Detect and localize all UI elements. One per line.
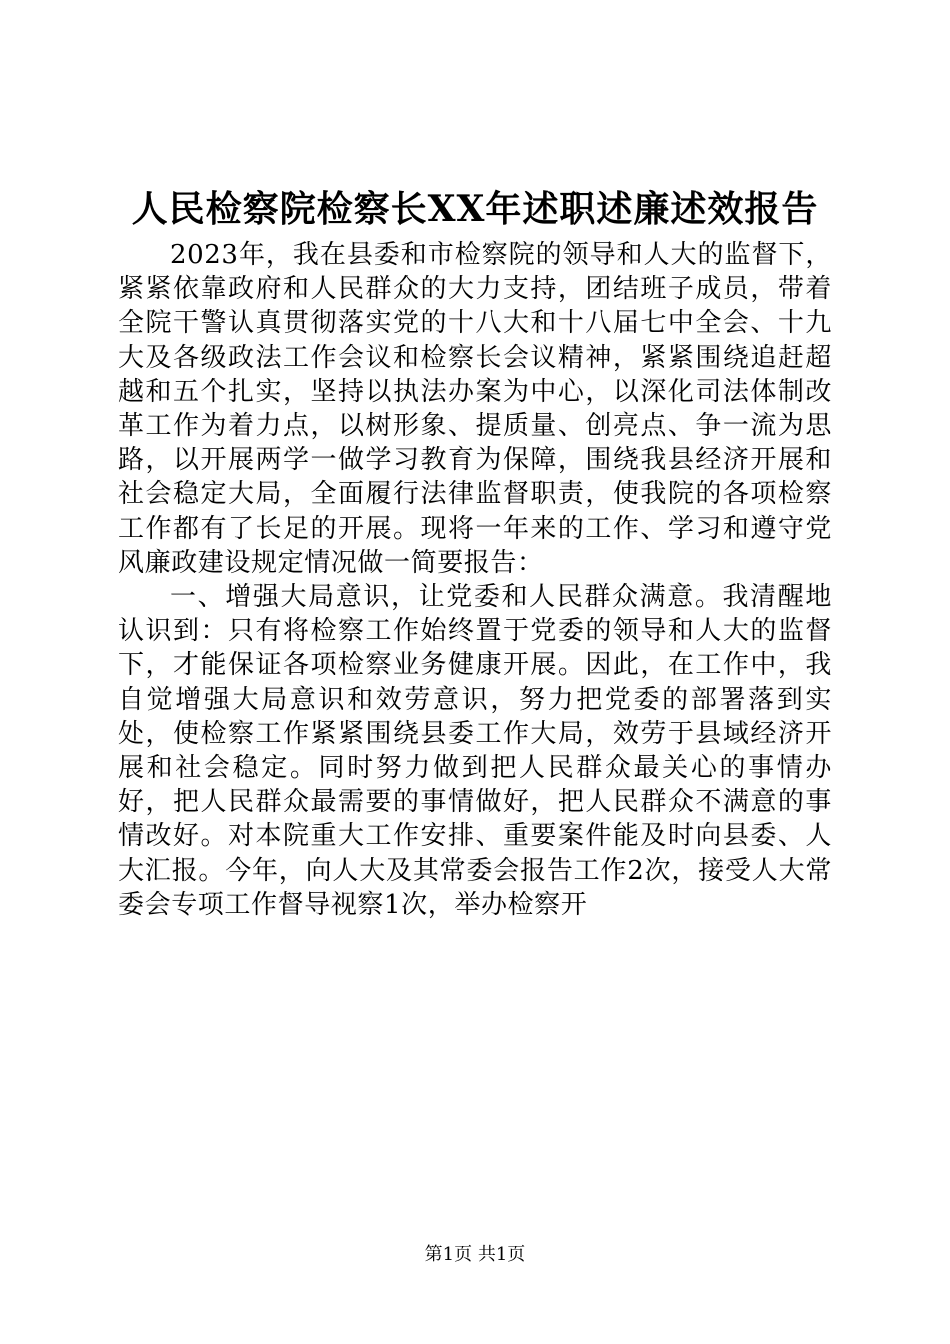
body-paragraph: 一、增强大局意识，让党委和人民群众满意。我清醒地认识到：只有将检察工作始终置于党委的领导和人大的监督下，才能保证各项检察业务健康开展。因此，在工作中，我自觉增强大局意识和效劳意识，努力把党委的部署落到实处，使检察工作紧紧围绕县委工作大局，效劳于县域经济开展和社会稳定。同时努力做到把人民群众最关心的事情办好，把人民群众最需要的事情做好，把人民群众不满意的事情改好。对本院重大工作安排、重要案件能及时向县委、人大汇报。今年，向人大及其常委会报告工作2次，接受人大常委会专项工作督导视察1次，举办检察开	[118, 582, 832, 920]
page-number-footer: 第1页 共1页	[424, 1244, 526, 1265]
document-title: 人民检察院检察长XX年述职述廉述效报告	[131, 188, 819, 230]
body-paragraph: 2023年，我在县委和市检察院的领导和人大的监督下，紧紧依靠政府和人民群众的大力支持，团结班子成员，带着全院干警认真贯彻落实党的十八大和十八届七中全会、十九大及各级政法工作会议和检察长会议精神，紧紧围绕追赶超越和五个扎实，坚持以执法办案为中心，以深化司法体制改革工作为着力点，以树形象、提质量、创亮点、争一流为思路，以开展两学一做学习教育为保障，围绕我县经济开展和社会稳定大局，全面履行法律监督职责，使我院的各项检察工作都有了长足的开展。现将一年来的工作、学习和遵守党风廉政建设规定情况做一简要报告：	[118, 240, 832, 578]
document-body	[118, 238, 832, 922]
